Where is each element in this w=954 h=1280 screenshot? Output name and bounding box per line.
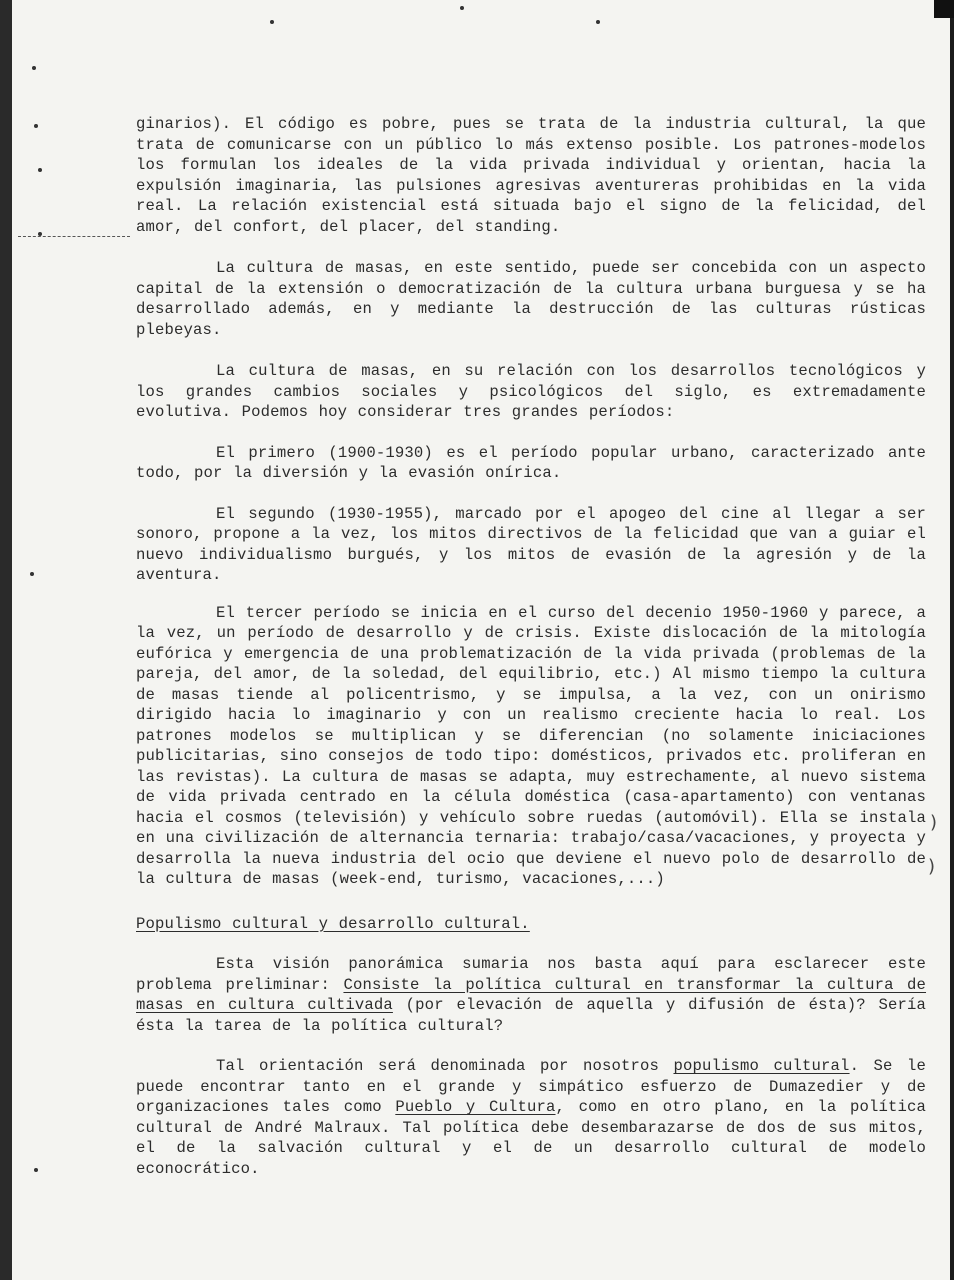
paragraph: El tercer período se inicia en el curso del decenio 1950-1960 y parece, a la vez, un período de desarrollo y de crisis. Existe dislocación de la mitología eufórica y emergencia de una problematización de la vida privada (problemas de la pareja, del amor, de la soledad, del equilibrio, etc.) Al mismo tiempo la cultura de masas tiende al policentrismo, y se impulsa, a la vez, con un onirismo dirigido hacia lo imaginario y con un realismo creciente hacia lo real. Los patrones modelos se multiplican y se diferencian (no solamente iniciaciones publicitarias, sino consejos de todo tipo: domésticos, privados etc. proliferan en las revistas). La cultura de masas se adapta, muy estrechamente, al nuevo sistema de vida privada centrado en la célula doméstica (casa-apartamento) con ventanas hacia el cosmos (televisión) y vehículo sobre ruedas (automóvil). Ella se instala en una civilización de alternancia ternaria: trabajo/casa/vacaciones, y proyecta y desarrolla la nueva industria del ocio que deviene el nuevo polo de desarrollo de la cultura de masas (week-end, turismo, vacaciones,...)	[136, 603, 926, 888]
underlined-text: populismo cultural	[673, 1057, 850, 1075]
scan-corner-mark	[934, 0, 954, 18]
paragraph: ginarios). El código es pobre, pues se trata de la industria cultural, la que trata de comunicarse con un público lo más extenso posible. Los patrones-modelos los formulan los ideales de la vida privada individual y orientan, hacia la expulsión imaginaria, las pulsiones agresivas aventureras prohibidas en la vida real. La relación existencial está situada bajo el signo de la felicidad, del amor, del confort, del placer, del standing.	[136, 115, 926, 236]
margin-dash-mark	[18, 236, 130, 237]
section-heading: Populismo cultural y desarrollo cultural.	[136, 914, 530, 933]
margin-bracket-mark: )	[928, 856, 936, 877]
text-run: , como en otro plano, en la política cultural de André Malraux. Tal política debe desembarazarse de dos de sus mitos, el de la salvación cultural y el de un desarrollo cultural de modelo econocrático.	[136, 1098, 927, 1178]
margin-dot	[38, 168, 42, 172]
margin-dot	[30, 572, 34, 576]
margin-dot	[596, 20, 600, 24]
paragraph	[136, 954, 926, 1036]
margin-dot	[34, 1168, 38, 1172]
paragraph: El segundo (1930-1955), marcado por el apogeo del cine al llegar a ser sonoro, propone a la vez, los mitos directivos de la felicidad que van a guiar el nuevo individualismo burgués, y los mitos de evasión de la agresión y de la aventura.	[136, 504, 926, 584]
text-run: (por elevación de aquella y difusión de ésta)? Sería ésta la tarea de la política cultural?	[136, 996, 926, 1035]
scan-edge	[950, 0, 954, 1280]
underlined-text: Consiste la política cultural en transformar la cultura de masas en cultura cultivada	[136, 975, 927, 1014]
text-run: . Se le puede encontrar tanto en el grande y simpático esfuerzo de Dumazedier y de organizaciones tales como	[136, 1057, 926, 1116]
paragraph: El primero (1900-1930) es el período popular urbano, caracterizado ante todo, por la diversión y la evasión onírica.	[136, 443, 926, 482]
underlined-text: Pueblo y Cultura	[395, 1098, 556, 1116]
text-run: Tal orientación será denominada por nosotros	[216, 1057, 674, 1075]
paragraph	[136, 1056, 926, 1179]
margin-dot	[34, 124, 38, 128]
document-body	[136, 114, 926, 1179]
scanned-page	[12, 0, 954, 1280]
margin-dot	[38, 232, 42, 236]
margin-dot	[460, 6, 464, 10]
margin-bracket-mark: )	[930, 812, 938, 833]
margin-dot	[32, 66, 36, 70]
text-run: Esta visión panorámica sumaria nos basta aquí para esclarecer este problema preliminar:	[136, 955, 926, 994]
paragraph: La cultura de masas, en este sentido, puede ser concebida con un aspecto capital de la extensión o democratización de la cultura urbana burguesa y se ha desarrollado además, en y mediante la destrucción de las culturas rústicas plebeyas.	[136, 259, 926, 339]
margin-dot	[270, 20, 274, 24]
paragraph: La cultura de masas, en su relación con los desarrollos tecnológicos y los grandes cambios sociales y psicológicos del siglo, es extremadamente evolutiva. Podemos hoy considerar tres grandes períodos:	[136, 362, 926, 421]
